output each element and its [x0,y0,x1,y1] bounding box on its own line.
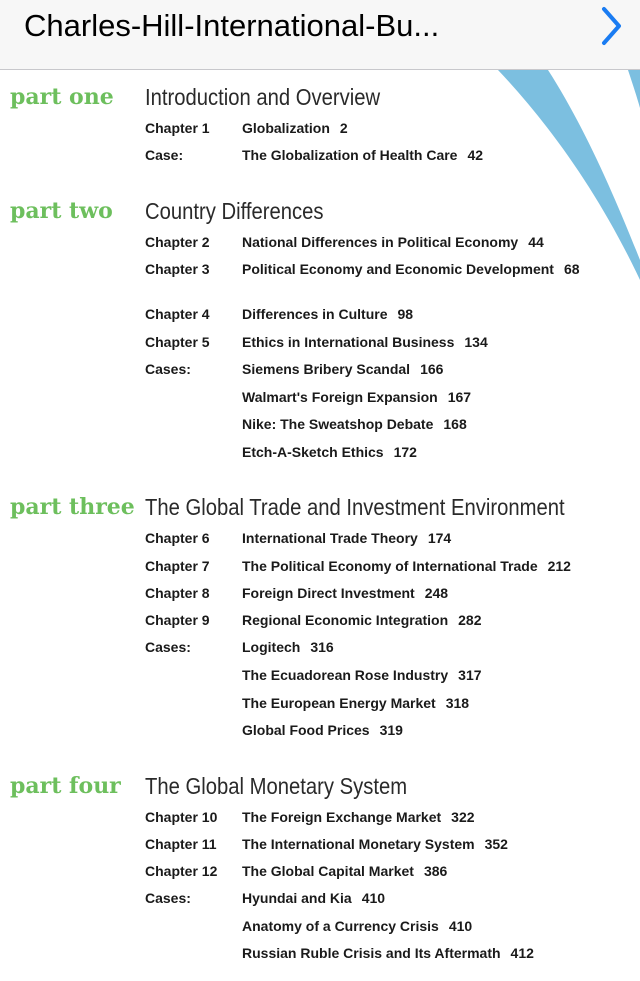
entry-page-number: 410 [361,890,386,906]
entry-label: Cases: [145,639,191,655]
entry-title: Globalization [242,120,330,136]
part-label: part one [10,84,114,110]
entry-page-number: 42 [467,147,484,163]
entry-title: Political Economy and Economic Development [242,261,554,277]
entry-title: Nike: The Sweatshop Debate [242,416,434,432]
entry-text-block [242,415,614,433]
entry-title: Global Food Prices [242,722,370,738]
entry-label: Chapter 1 [145,120,210,136]
entry-text-block [242,862,614,880]
entry-text-block [242,146,614,164]
entry-label: Chapter 4 [145,306,210,322]
entry-label: Chapter 9 [145,612,210,628]
entry-title: Etch-A-Sketch Ethics [242,444,384,460]
entry-title: National Differences in Political Economy [242,234,519,250]
entry-title: Hyundai and Kia [242,890,352,906]
entry-page-number: 248 [424,585,449,601]
entry-title: Walmart's Foreign Expansion [242,389,438,405]
entry-page-number: 167 [447,389,472,405]
chevron-right-icon [595,4,625,48]
entry-title: Ethics in International Business [242,334,455,350]
part-title: The Global Monetary System [145,773,408,799]
entry-label: Chapter 10 [145,809,218,825]
entry-title: Russian Ruble Crisis and Its Aftermath [242,945,501,961]
entry-page-number: 2 [339,120,348,136]
entry-text-block [242,835,614,853]
entry-page-number: 168 [443,416,467,432]
entry-text-block [242,808,614,826]
part-title: Country Differences [145,198,324,224]
entry-page-number: 319 [379,722,403,738]
entry-text-block [242,305,614,323]
entry-page-number: 174 [427,530,452,546]
entry-text-block [242,233,614,251]
entry-title: Foreign Direct Investment [242,585,415,601]
entry-text-block [242,721,614,739]
entry-page-number: 322 [451,809,475,825]
part-title: Introduction and Overview [145,84,381,110]
entry-label: Chapter 6 [145,530,210,546]
entry-title: Differences in Culture [242,306,388,322]
entry-title: The International Monetary System [242,836,475,852]
part-label: part two [10,198,113,224]
entry-text-block [242,889,614,907]
entry-title: The Global Capital Market [242,863,414,879]
entry-label: Chapter 11 [145,836,217,852]
part-label: part four [10,773,121,799]
entry-label: Chapter 8 [145,585,210,601]
entry-text-block [242,694,614,712]
entry-label: Chapter 3 [145,261,210,277]
entry-page-number: 317 [458,667,482,683]
entry-page-number: 98 [397,306,414,322]
entry-label: Chapter 12 [145,863,218,879]
entry-page-number: 318 [445,695,470,711]
entry-label: Cases: [145,890,191,906]
entry-title: The Globalization of Health Care [242,147,458,163]
entry-text-block [242,388,614,406]
entry-text-block [242,666,614,684]
entry-text-block [242,611,614,629]
entry-page-number: 68 [563,261,580,277]
entry-label: Case: [145,147,184,163]
entry-text-block [242,917,614,935]
entry-text-block [242,529,614,547]
blue-stripe-edge [628,70,640,108]
entry-text-block [242,443,614,461]
entry-page-number: 172 [393,444,417,460]
entry-title: The Political Economy of International Trade [242,558,538,574]
entry-text-block [242,944,614,962]
entry-page-number: 410 [448,918,473,934]
entry-page-number: 44 [528,234,544,250]
part-title: The Global Trade and Investment Environment [145,494,565,520]
entry-label: Chapter 5 [145,334,210,350]
entry-title: The Foreign Exchange Market [242,809,442,825]
entry-title: International Trade Theory [242,530,418,546]
document-title: Charles-Hill-International-Bu... [24,8,440,43]
entry-label: Cases: [145,361,191,377]
entry-page-number: 134 [464,334,488,350]
entry-page-number: 212 [547,558,571,574]
entry-page-number: 166 [420,361,444,377]
entry-title: Regional Economic Integration [242,612,449,628]
entry-page-number: 352 [484,836,508,852]
entry-title: The Ecuadorean Rose Industry [242,667,449,683]
entry-page-number: 386 [423,863,448,879]
chevron-right-icon-stroke [604,9,619,43]
entry-page-number: 282 [458,612,482,628]
entry-text-block [242,557,614,575]
entry-text-block [242,584,614,602]
entry-page-number: 412 [510,945,534,961]
entry-text-block [242,119,614,137]
entry-title: The European Energy Market [242,695,436,711]
entry-text-block [242,260,614,278]
entry-label: Chapter 7 [145,558,210,574]
entry-title: Anatomy of a Currency Crisis [242,918,439,934]
part-label: part three [10,494,135,520]
entry-title: Logitech [242,639,301,655]
entry-text-block [242,333,614,351]
entry-label: Chapter 2 [145,234,210,250]
entry-page-number: 316 [310,639,334,655]
entry-title: Siemens Bribery Scandal [242,361,411,377]
entry-text-block [242,638,614,656]
next-page-button[interactable] [588,4,632,48]
entry-text-block [242,360,614,378]
navigation-bar [0,0,640,70]
